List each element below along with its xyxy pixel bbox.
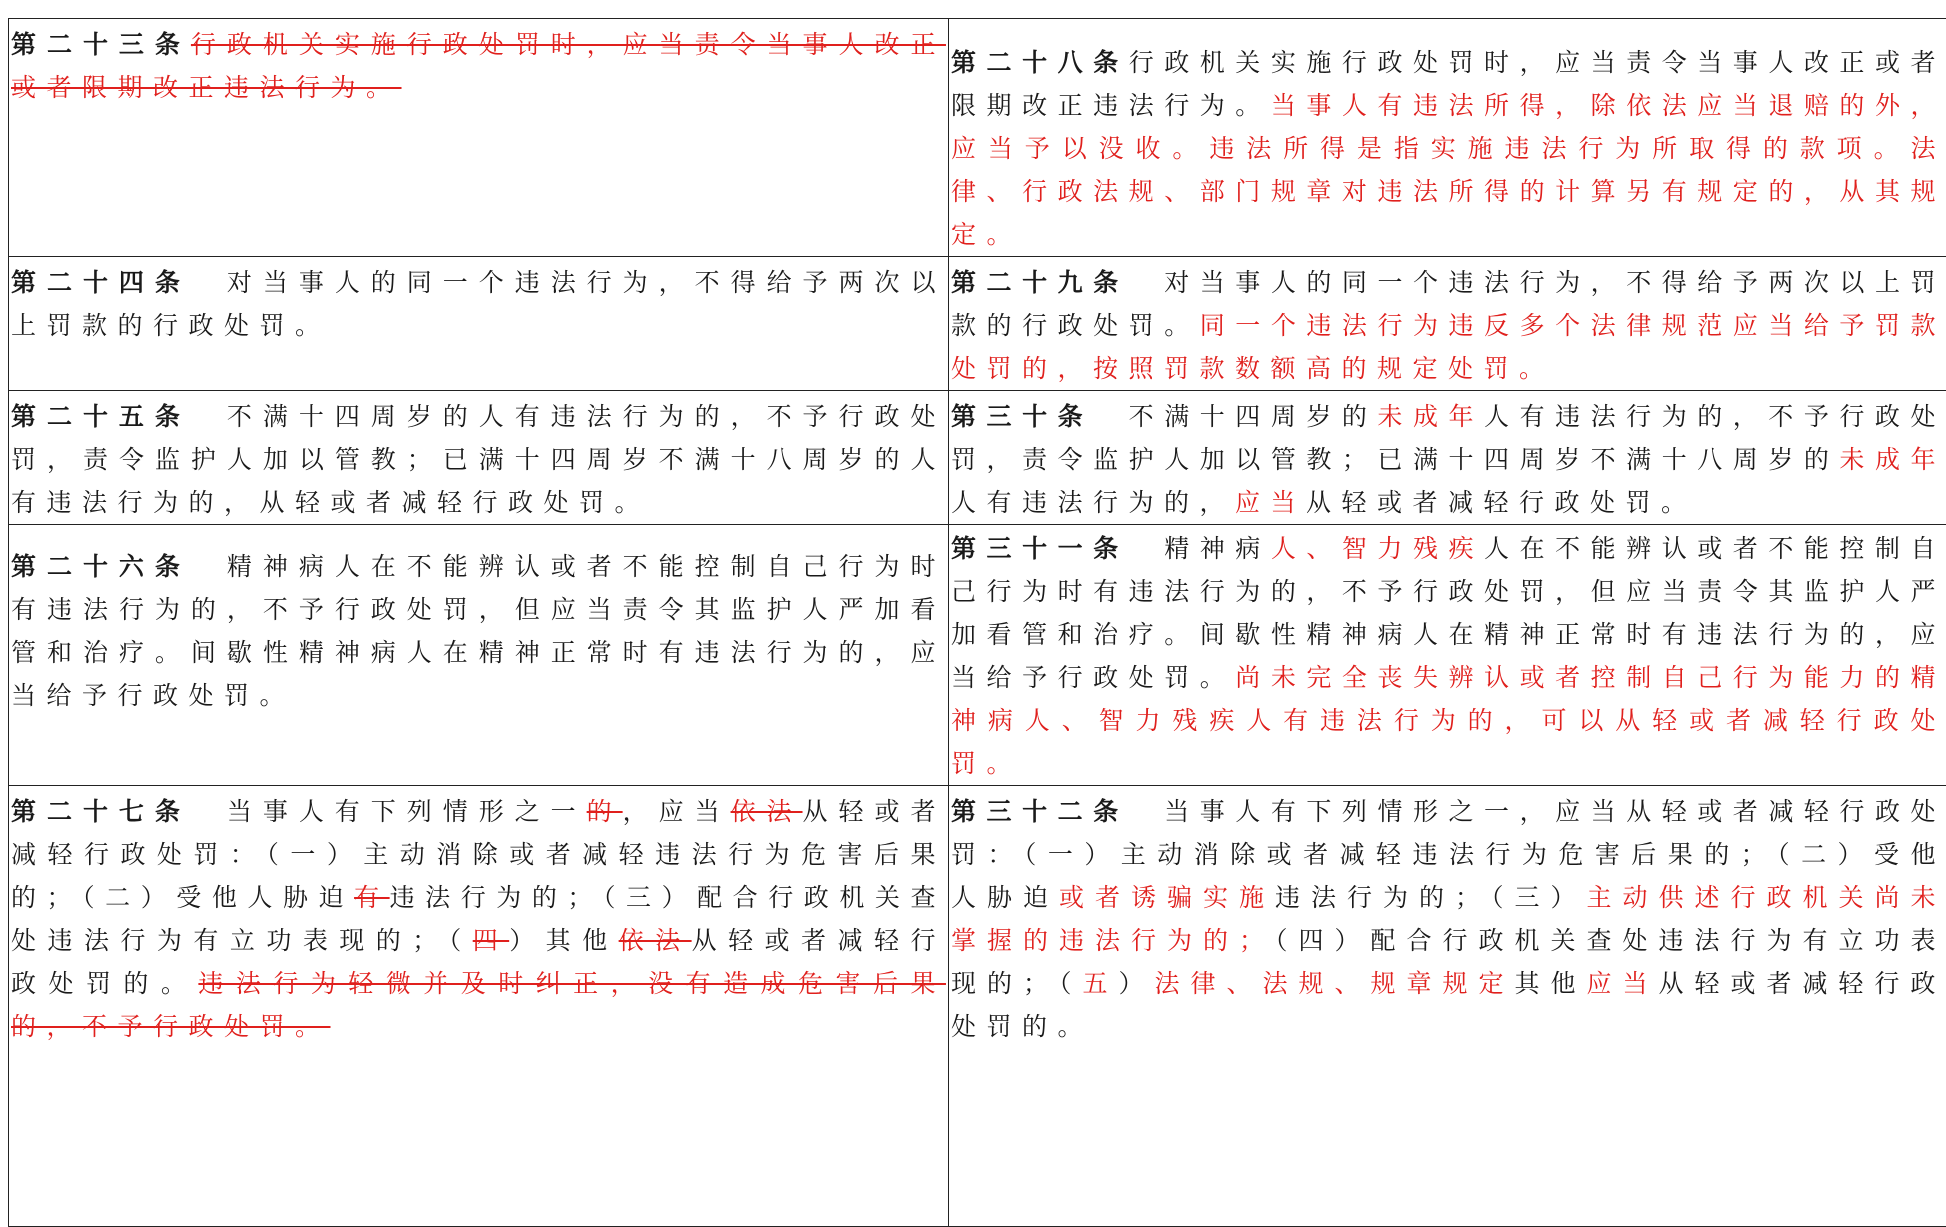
added-text: 未成年 xyxy=(1839,445,1946,474)
article-number: 第三十二条 xyxy=(951,797,1129,826)
text-segment: ，应当 xyxy=(623,797,731,826)
added-text: 法律、法规、规章规定 xyxy=(1154,969,1514,998)
deleted-text: 的 xyxy=(587,797,623,826)
text-segment: 人有违法行为的，不予行政处罚，责令监护人加以管教；已满十四周岁不满十八周岁的 xyxy=(951,402,1946,474)
new-article-cell xyxy=(949,786,1946,1227)
text-segment: 其他 xyxy=(1514,969,1586,998)
text-segment: 违法行为的；（三） xyxy=(1275,883,1586,912)
text-segment: 从轻或者减轻行政处罚的。 xyxy=(951,969,1946,1041)
old-article-cell xyxy=(9,525,949,786)
article-number: 第二十八条 xyxy=(951,48,1129,77)
article-number: 第二十七条 xyxy=(11,797,191,826)
article-number: 第二十九条 xyxy=(951,268,1129,297)
added-text: 主动供述行政机关尚未掌握的违法行为的； xyxy=(951,883,1946,955)
old-article-cell xyxy=(9,786,949,1227)
text-segment: 人在不能辨认或者不能控制自己行为时有违法行为的，不予行政处罚，但应当责令其监护人严加看管和治疗。间歇性精神病人在精神正常时有违法行为的，应当给予行政处罚。 xyxy=(951,534,1946,692)
new-article-cell xyxy=(949,257,1946,391)
table-row xyxy=(9,257,1946,391)
old-article-cell xyxy=(9,391,949,525)
text-segment: 精神病人在不能辨认或者不能控制自己行为时有违法行为的，不予行政处罚，但应当责令其监护人严加看管和治疗。间歇性精神病人在精神正常时有违法行为的，应当给予行政处罚。 xyxy=(11,552,946,710)
article-comparison-table xyxy=(8,18,1946,1227)
new-article-cell xyxy=(949,525,1946,786)
added-text: 五 xyxy=(1082,969,1118,998)
comparison-document xyxy=(8,18,1938,1227)
deleted-text: 有 xyxy=(354,883,390,912)
added-text: 人、智力残疾 xyxy=(1271,534,1484,563)
added-text: 当事人有违法所得，除依法应当退赔的外，应当予以没收。违法所得是指实施违法行为所取得的款项。法律、行政法规、部门规章对违法所得的计算另有规定的，从其规定。 xyxy=(951,91,1946,249)
article-number: 第三十一条 xyxy=(951,534,1129,563)
text-segment: 行政机关实施行政处罚时，应当责令当事人改正或者限期改正违法行为。 xyxy=(951,48,1946,120)
new-article-cell xyxy=(949,391,1946,525)
table-row xyxy=(9,391,1946,525)
deleted-text: 依法 xyxy=(731,797,803,826)
deleted-text: 依法 xyxy=(619,926,692,955)
text-segment: 从轻或者减轻行政处罚。 xyxy=(1306,488,1697,517)
table-row xyxy=(9,786,1946,1227)
added-text: 尚未完全丧失辨认或者控制自己行为能力的精神病人、智力残疾人有违法行为的，可以从轻或者减轻行政处罚。 xyxy=(951,663,1946,778)
added-text: 或者诱骗实施 xyxy=(1059,883,1275,912)
text-segment: 对当事人的同一个违法行为，不得给予两次以上罚款的行政处罚。 xyxy=(951,268,1946,340)
text-segment: ）其他 xyxy=(509,926,618,955)
text-segment: 当事人有下列情形之一，应当从轻或者减轻行政处罚：（一）主动消除或者减轻违法行为危害后果的；（二）受他人胁迫 xyxy=(951,797,1946,912)
text-segment: 当事人有下列情形之一 xyxy=(191,797,587,826)
text-segment: 精神病 xyxy=(1129,534,1271,563)
added-text: 未成年 xyxy=(1377,402,1484,431)
text-segment: 从轻或者减轻行政处罚：（一）主动消除或者减轻违法行为危害后果的；（二）受他人胁迫 xyxy=(11,797,946,912)
text-segment: 对当事人的同一个违法行为，不得给予两次以上罚款的行政处罚。 xyxy=(11,268,946,340)
article-number: 第二十六条 xyxy=(11,552,191,581)
added-text: 应当 xyxy=(1235,488,1306,517)
article-number: 第二十三条 xyxy=(11,30,191,59)
deleted-text: 违法行为轻微并及时纠正，没有造成危害后果的，不予行政处罚。 xyxy=(11,969,946,1041)
text-segment: 人有违法行为的， xyxy=(951,488,1235,517)
added-text: 同一个违法行为违反多个法律规范应当给予罚款处罚的，按照罚款数额高的规定处罚。 xyxy=(951,311,1946,383)
article-number: 第二十四条 xyxy=(11,268,191,297)
deleted-text: 行政机关实施行政处罚时，应当责令当事人改正或者限期改正违法行为。 xyxy=(11,30,946,102)
text-segment: 不满十四周岁的人有违法行为的，不予行政处罚，责令监护人加以管教；已满十四周岁不满十八周岁的人有违法行为的，从轻或者减轻行政处罚。 xyxy=(11,402,946,517)
text-segment: （四）配合行政机关查处违法行为有立功表现的；（ xyxy=(951,926,1946,998)
table-row xyxy=(9,19,1946,257)
text-segment: 不满十四周岁的 xyxy=(1093,402,1377,431)
text-segment: 违法行为的；（三）配合行政机关查处违法行为有立功表现的；（ xyxy=(11,883,946,955)
added-text: 应当 xyxy=(1586,969,1658,998)
deleted-text: 四 xyxy=(473,926,509,955)
text-segment: ） xyxy=(1118,969,1154,998)
table-row xyxy=(9,525,1946,786)
text-segment: 从轻或者减轻行政处罚的。 xyxy=(11,926,946,998)
old-article-cell xyxy=(9,257,949,391)
article-number: 第二十五条 xyxy=(11,402,191,431)
article-number: 第三十条 xyxy=(951,402,1093,431)
old-article-cell xyxy=(9,19,949,257)
new-article-cell xyxy=(949,19,1946,257)
